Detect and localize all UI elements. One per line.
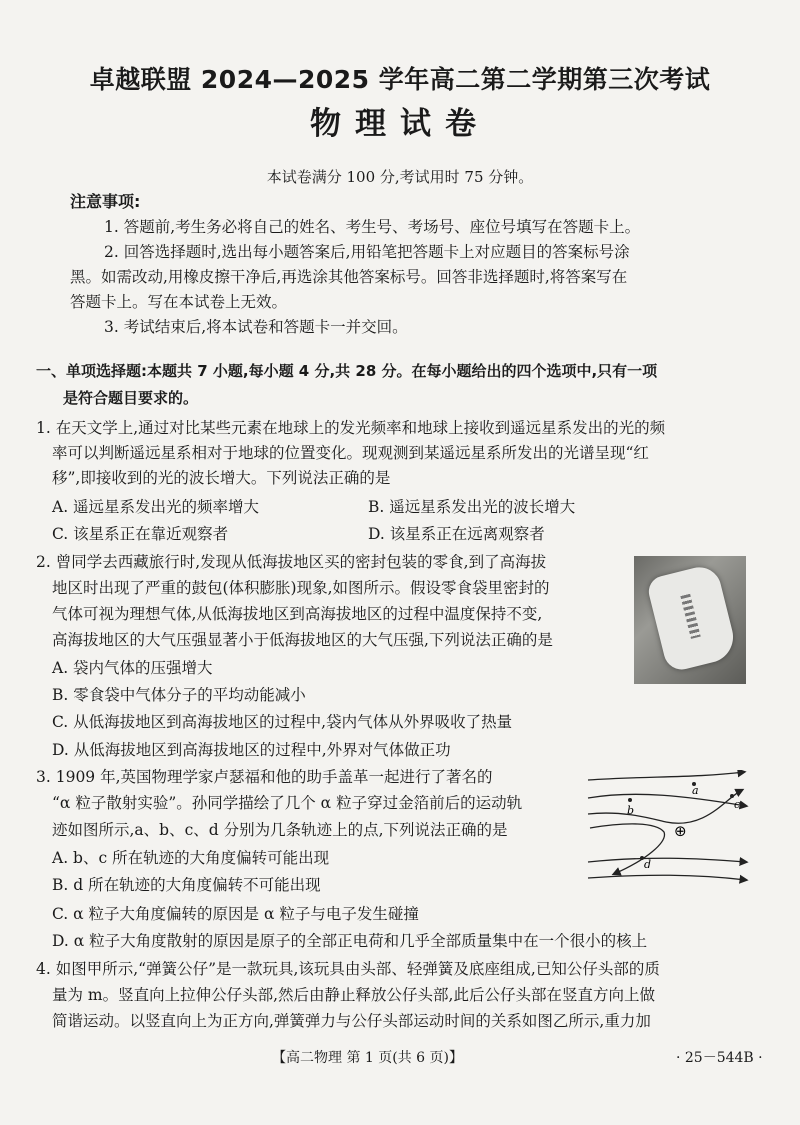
q2-option-c: C. 从低海拔地区到高海拔地区的过程中,袋内气体从外界吸收了热量 <box>52 713 513 731</box>
q1-stem: 移”,即接收到的光的波长增大。下列说法正确的是 <box>52 469 391 487</box>
notice-heading: 注意事项: <box>70 192 141 211</box>
exam-title: 卓越联盟 2024—2025 学年高二第二学期第三次考试 <box>89 65 711 94</box>
q1-stem: 1. 在天文学上,通过对比某些元素在地球上的发光频率和地球上接收到遥远星系发出的光的频 <box>36 419 666 437</box>
point-b <box>628 798 632 802</box>
label-d: d <box>644 858 652 871</box>
q3-stem: 迹如图所示,a、b、c、d 分别为几条轨迹上的点,下列说法正确的是 <box>52 821 508 839</box>
q1-stem: 率可以判断遥远星系相对于地球的位置变化。现观测到某遥远星系所发出的光谱呈现“红 <box>52 444 649 462</box>
q4-stem: 4. 如图甲所示,“弹簧公仔”是一款玩具,该玩具由头部、轻弹簧及底座组成,已知公仔头部的质 <box>36 960 660 978</box>
label-c: c <box>734 798 741 811</box>
trajectory-line <box>588 858 746 862</box>
q2-option-d: D. 从低海拔地区到高海拔地区的过程中,外界对气体做正功 <box>52 741 451 759</box>
label-b: b <box>627 804 635 817</box>
snack-bag-image <box>645 563 738 674</box>
exam-intro: 本试卷满分 100 分,考试用时 75 分钟。 <box>266 168 534 186</box>
q2-stem: 气体可视为理想气体,从低海拔地区到高海拔地区的过程中温度保持不变, <box>52 605 543 623</box>
page-footer: 【高二物理 第 1 页(共 6 页)】 <box>272 1050 463 1066</box>
notice-line: 1. 答题前,考生务必将自己的姓名、考生号、考场号、座位号填写在答题卡上。 <box>104 218 641 236</box>
trajectory-line <box>588 772 744 780</box>
nucleus-icon: ⊕ <box>674 822 687 840</box>
paper-code: · 25－544B · <box>676 1050 763 1066</box>
trajectory-line <box>590 824 664 874</box>
alpha-scattering-diagram <box>586 770 756 888</box>
q3-stem: “α 粒子散射实验”。孙同学描绘了几个 α 粒子穿过金箔前后的运动轨 <box>52 794 523 812</box>
q2-option-a: A. 袋内气体的压强增大 <box>52 659 213 677</box>
q1-option-d: D. 该星系正在远离观察者 <box>368 525 545 543</box>
notice-line: 黑。如需改动,用橡皮擦干净后,再选涂其他答案标号。回答非选择题时,将答案写在 <box>70 268 628 286</box>
q2-option-b: B. 零食袋中气体分子的平均动能减小 <box>52 686 306 704</box>
q3-option-c: C. α 粒子大角度偏转的原因是 α 粒子与电子发生碰撞 <box>52 905 419 923</box>
section-heading: 一、单项选择题:本题共 7 小题,每小题 4 分,共 28 分。在每小题给出的四个选项中,只有一项 <box>36 362 658 380</box>
q3-option-d: D. α 粒子大角度散射的原因是原子的全部正电荷和几乎全部质量集中在一个很小的核上 <box>52 932 648 950</box>
notice-line: 答题卡上。写在本试卷上无效。 <box>70 293 288 311</box>
q3-option-b: B. d 所在轨迹的大角度偏转不可能出现 <box>52 876 321 894</box>
section-heading-cont: 是符合题目要求的。 <box>63 389 199 407</box>
q1-option-b: B. 遥远星系发出光的波长增大 <box>368 498 576 516</box>
q3-option-a: A. b、c 所在轨迹的大角度偏转可能出现 <box>52 849 330 867</box>
q2-stem: 2. 曾同学去西藏旅行时,发现从低海拔地区买的密封包装的零食,到了高海拔 <box>36 553 547 571</box>
q4-stem: 简谐运动。以竖直向上为正方向,弹簧弹力与公仔头部运动时间的关系如图乙所示,重力加 <box>52 1012 651 1030</box>
snack-bag-photo <box>634 556 746 684</box>
notice-line: 3. 考试结束后,将本试卷和答题卡一并交回。 <box>104 318 408 336</box>
q2-stem: 高海拔地区的大气压强显著小于低海拔地区的大气压强,下列说法正确的是 <box>52 631 553 649</box>
subject-title: 物理试卷 <box>310 106 490 142</box>
q1-option-a: A. 遥远星系发出光的频率增大 <box>52 498 260 516</box>
q3-stem: 3. 1909 年,英国物理学家卢瑟福和他的助手盖革一起进行了著名的 <box>36 768 493 786</box>
q2-stem: 地区时出现了严重的鼓包(体积膨胀)现象,如图所示。假设零食袋里密封的 <box>52 579 550 597</box>
q1-option-c: C. 该星系正在靠近观察者 <box>52 525 229 543</box>
label-a: a <box>692 784 699 797</box>
notice-line: 2. 回答选择题时,选出每小题答案后,用铅笔把答题卡上对应题目的答案标号涂 <box>104 243 630 261</box>
q4-stem: 量为 m。竖直向上拉伸公仔头部,然后由静止释放公仔头部,此后公仔头部在竖直方向上做 <box>52 986 655 1004</box>
trajectory-line <box>588 875 746 880</box>
